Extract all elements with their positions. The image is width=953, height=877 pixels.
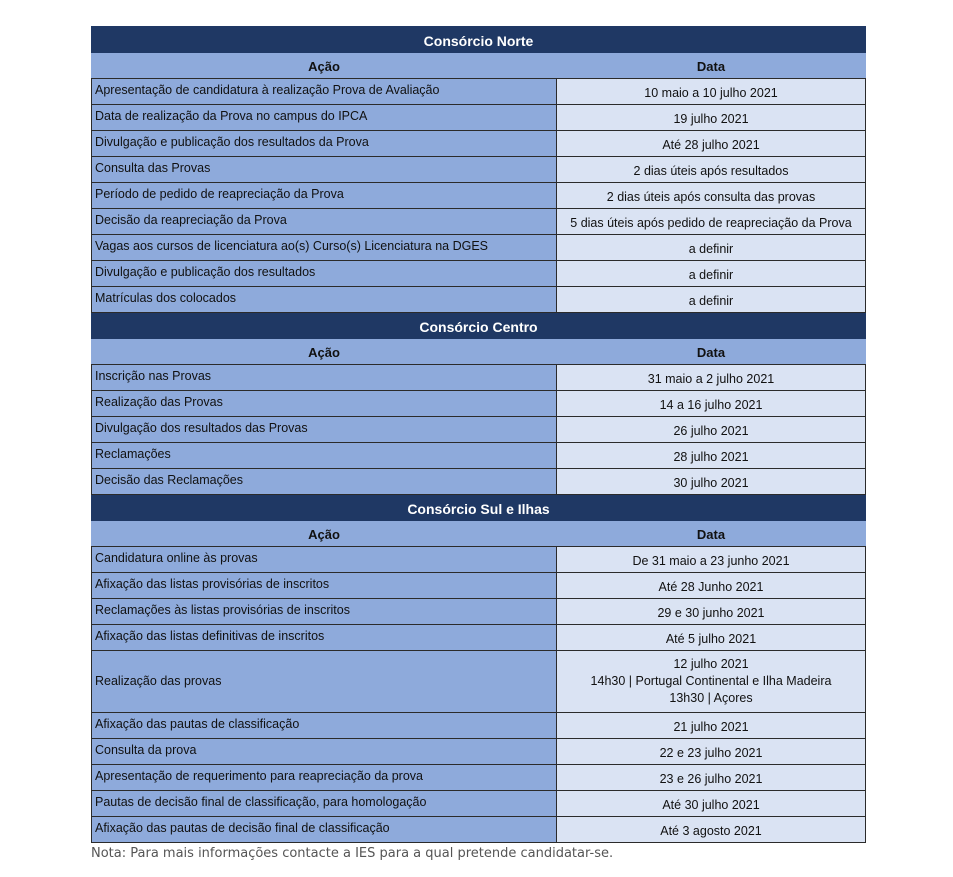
action-cell: Apresentação de candidatura à realização Prova de Avaliação <box>92 79 557 105</box>
column-header-action: Ação <box>92 521 557 547</box>
footnote: Nota: Para mais informações contacte a IES para a qual pretende candidatar-se. <box>91 846 614 861</box>
action-cell: Matrículas dos colocados <box>92 287 557 313</box>
table-row <box>92 79 866 105</box>
date-cell: 19 julho 2021 <box>557 105 866 131</box>
date-cell: 2 dias úteis após resultados <box>557 157 866 183</box>
table-row <box>92 391 866 417</box>
action-cell: Divulgação e publicação dos resultados <box>92 261 557 287</box>
table-row <box>92 791 866 817</box>
action-cell: Realização das provas <box>92 651 557 713</box>
column-header-date: Data <box>557 521 866 547</box>
date-cell: De 31 maio a 23 junho 2021 <box>557 547 866 573</box>
table-row <box>92 131 866 157</box>
schedule-table <box>91 26 866 843</box>
action-cell: Divulgação e publicação dos resultados da Prova <box>92 131 557 157</box>
action-cell: Afixação das pautas de decisão final de classificação <box>92 817 557 843</box>
table-row <box>92 765 866 791</box>
section-title: Consórcio Sul e Ilhas <box>92 495 866 521</box>
table-row <box>92 261 866 287</box>
table-row <box>92 625 866 651</box>
date-cell: Até 28 Junho 2021 <box>557 573 866 599</box>
date-cell: 28 julho 2021 <box>557 443 866 469</box>
table-row <box>92 817 866 843</box>
date-cell: Até 3 agosto 2021 <box>557 817 866 843</box>
table-row <box>92 105 866 131</box>
date-line: 12 julho 2021 <box>673 657 749 671</box>
date-cell: 21 julho 2021 <box>557 713 866 739</box>
table-row <box>92 469 866 495</box>
action-cell: Afixação das listas definitivas de inscritos <box>92 625 557 651</box>
table-row <box>92 235 866 261</box>
date-cell: 22 e 23 julho 2021 <box>557 739 866 765</box>
table-row <box>92 365 866 391</box>
action-cell: Pautas de decisão final de classificação, para homologação <box>92 791 557 817</box>
table-row <box>92 287 866 313</box>
date-line: 14h30 | Portugal Continental e Ilha Madeira <box>590 674 832 688</box>
column-header-date: Data <box>557 53 866 79</box>
date-cell: Até 28 julho 2021 <box>557 131 866 157</box>
table-row <box>92 183 866 209</box>
action-cell: Decisão das Reclamações <box>92 469 557 495</box>
date-cell: 2 dias úteis após consulta das provas <box>557 183 866 209</box>
section-title-row <box>92 495 866 521</box>
column-header-row <box>92 521 866 547</box>
section-title-row <box>92 313 866 339</box>
date-cell: a definir <box>557 235 866 261</box>
action-cell: Vagas aos cursos de licenciatura ao(s) Curso(s) Licenciatura na DGES <box>92 235 557 261</box>
section-title: Consórcio Centro <box>92 313 866 339</box>
section-title: Consórcio Norte <box>92 27 866 53</box>
table-row <box>92 739 866 765</box>
action-cell: Inscrição nas Provas <box>92 365 557 391</box>
column-header-row <box>92 53 866 79</box>
action-cell: Afixação das listas provisórias de inscritos <box>92 573 557 599</box>
action-cell: Divulgação dos resultados das Provas <box>92 417 557 443</box>
action-cell: Decisão da reapreciação da Prova <box>92 209 557 235</box>
date-cell: 14 a 16 julho 2021 <box>557 391 866 417</box>
date-cell: 30 julho 2021 <box>557 469 866 495</box>
action-cell: Realização das Provas <box>92 391 557 417</box>
action-cell: Candidatura online às provas <box>92 547 557 573</box>
date-cell: 23 e 26 julho 2021 <box>557 765 866 791</box>
action-cell: Consulta das Provas <box>92 157 557 183</box>
table-row <box>92 209 866 235</box>
table-row <box>92 417 866 443</box>
date-cell: 26 julho 2021 <box>557 417 866 443</box>
date-cell: Até 5 julho 2021 <box>557 625 866 651</box>
date-cell: 5 dias úteis após pedido de reapreciação da Prova <box>557 209 866 235</box>
action-cell: Afixação das pautas de classificação <box>92 713 557 739</box>
table-row <box>92 573 866 599</box>
table-row <box>92 443 866 469</box>
date-cell: Até 30 julho 2021 <box>557 791 866 817</box>
column-header-date: Data <box>557 339 866 365</box>
schedule-tables <box>91 26 865 843</box>
column-header-row <box>92 339 866 365</box>
date-line: 13h30 | Açores <box>669 691 753 705</box>
column-header-action: Ação <box>92 53 557 79</box>
date-cell: a definir <box>557 261 866 287</box>
action-cell: Consulta da prova <box>92 739 557 765</box>
action-cell: Reclamações às listas provisórias de inscritos <box>92 599 557 625</box>
table-row <box>92 713 866 739</box>
section-title-row <box>92 27 866 53</box>
date-cell: 31 maio a 2 julho 2021 <box>557 365 866 391</box>
date-cell: 10 maio a 10 julho 2021 <box>557 79 866 105</box>
action-cell: Data de realização da Prova no campus do IPCA <box>92 105 557 131</box>
column-header-action: Ação <box>92 339 557 365</box>
table-row <box>92 599 866 625</box>
action-cell: Reclamações <box>92 443 557 469</box>
date-cell <box>557 651 866 713</box>
action-cell: Período de pedido de reapreciação da Prova <box>92 183 557 209</box>
table-row <box>92 547 866 573</box>
date-cell: a definir <box>557 287 866 313</box>
table-row <box>92 651 866 713</box>
date-cell: 29 e 30 junho 2021 <box>557 599 866 625</box>
action-cell: Apresentação de requerimento para reapreciação da prova <box>92 765 557 791</box>
table-row <box>92 157 866 183</box>
